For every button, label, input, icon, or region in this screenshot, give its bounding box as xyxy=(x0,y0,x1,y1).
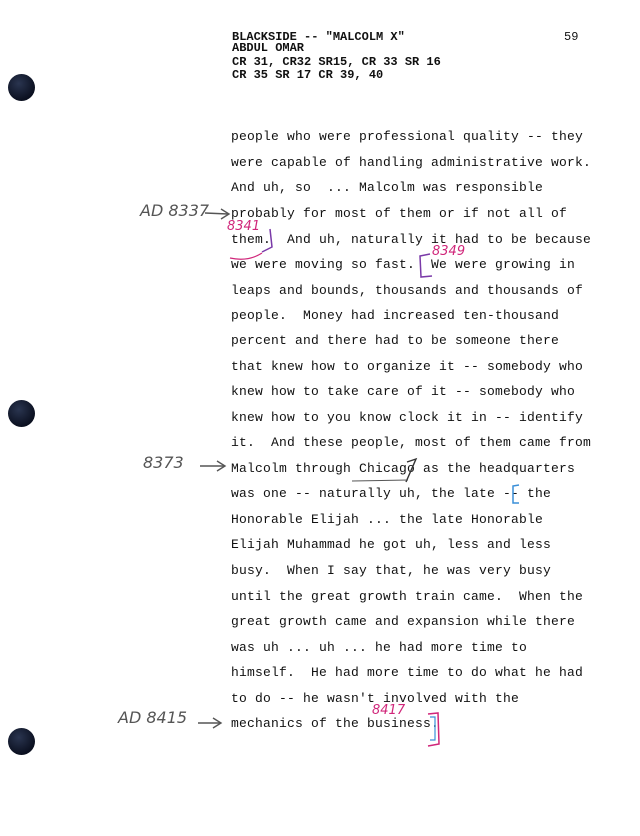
pencil-arrow-icon xyxy=(205,209,229,219)
transcript-line: that knew how to organize it -- somebody who xyxy=(231,359,584,374)
handwritten-timecode-ad-8337: AD 8337 xyxy=(140,201,210,220)
page-number: 59 xyxy=(564,30,579,44)
header-roll-info-1: CR 31, CR32 SR15, CR 33 SR 16 xyxy=(232,55,441,69)
pencil-arrow-icon xyxy=(200,461,225,471)
transcript-line: it. And these people, most of them came from xyxy=(231,435,592,450)
transcript-line: them. And uh, naturally it had to be because xyxy=(231,232,592,247)
handwritten-timecode-8341: 8341 xyxy=(227,219,261,234)
handwritten-timecode-8417: 8417 xyxy=(372,703,406,718)
transcript-line: Malcolm through Chicago as the headquarters xyxy=(231,461,576,476)
purple-bracket-icon xyxy=(420,254,432,277)
header-title: BLACKSIDE -- "MALCOLM X" xyxy=(232,30,405,44)
transcript-line: were capable of handling administrative work. xyxy=(231,155,592,170)
transcript-line: we were moving so fast. We were growing in xyxy=(231,257,576,272)
transcript-line: percent and there had to be someone there xyxy=(231,333,560,348)
transcript-line: mechanics of the business. xyxy=(231,716,440,731)
header-roll-info-2: CR 35 SR 17 CR 39, 40 xyxy=(232,68,384,82)
transcript-line: until the great growth train came. When the xyxy=(231,589,584,604)
transcript-line: busy. When I say that, he was very busy xyxy=(231,563,552,578)
transcript-line: And uh, so ... Malcolm was responsible xyxy=(231,180,544,195)
blue-bracket-icon xyxy=(513,485,519,503)
transcript-line: leaps and bounds, thousands and thousands of xyxy=(231,283,584,298)
transcript-line: was uh ... uh ... he had more time to xyxy=(231,640,528,655)
pencil-arrow-icon xyxy=(198,718,221,728)
red-bracket-icon xyxy=(428,713,439,746)
transcript-line: was one -- naturally uh, the late -- the xyxy=(231,486,552,501)
transcript-line: probably for most of them or if not all of xyxy=(231,206,568,221)
transcript-line: to do -- he wasn't involved with the xyxy=(231,691,520,706)
pencil-cut-mark-icon xyxy=(406,459,416,482)
pencil-underline-icon xyxy=(352,480,408,481)
transcript-line: people. Money had increased ten-thousand xyxy=(231,308,560,323)
transcript-line: people who were professional quality -- they xyxy=(231,129,584,144)
transcript-line: himself. He had more time to do what he had xyxy=(231,665,584,680)
transcript-line: knew how to take care of it -- somebody who xyxy=(231,384,576,399)
handwritten-timecode-8373: 8373 xyxy=(143,453,184,472)
purple-bracket-icon xyxy=(262,229,272,252)
handwritten-timecode-8349: 8349 xyxy=(432,244,466,259)
transcript-line: great growth came and expansion while there xyxy=(231,614,576,629)
handwritten-timecode-ad-8415: AD 8415 xyxy=(118,708,188,727)
header-interviewee: ABDUL OMAR xyxy=(232,41,305,55)
transcript-line: Honorable Elijah ... the late Honorable xyxy=(231,512,544,527)
transcript-line: knew how to you know clock it in -- identify xyxy=(231,410,584,425)
transcript-line: Elijah Muhammad he got uh, less and less xyxy=(231,537,552,552)
red-underline-icon xyxy=(230,253,262,259)
blue-bracket-icon xyxy=(430,717,435,740)
